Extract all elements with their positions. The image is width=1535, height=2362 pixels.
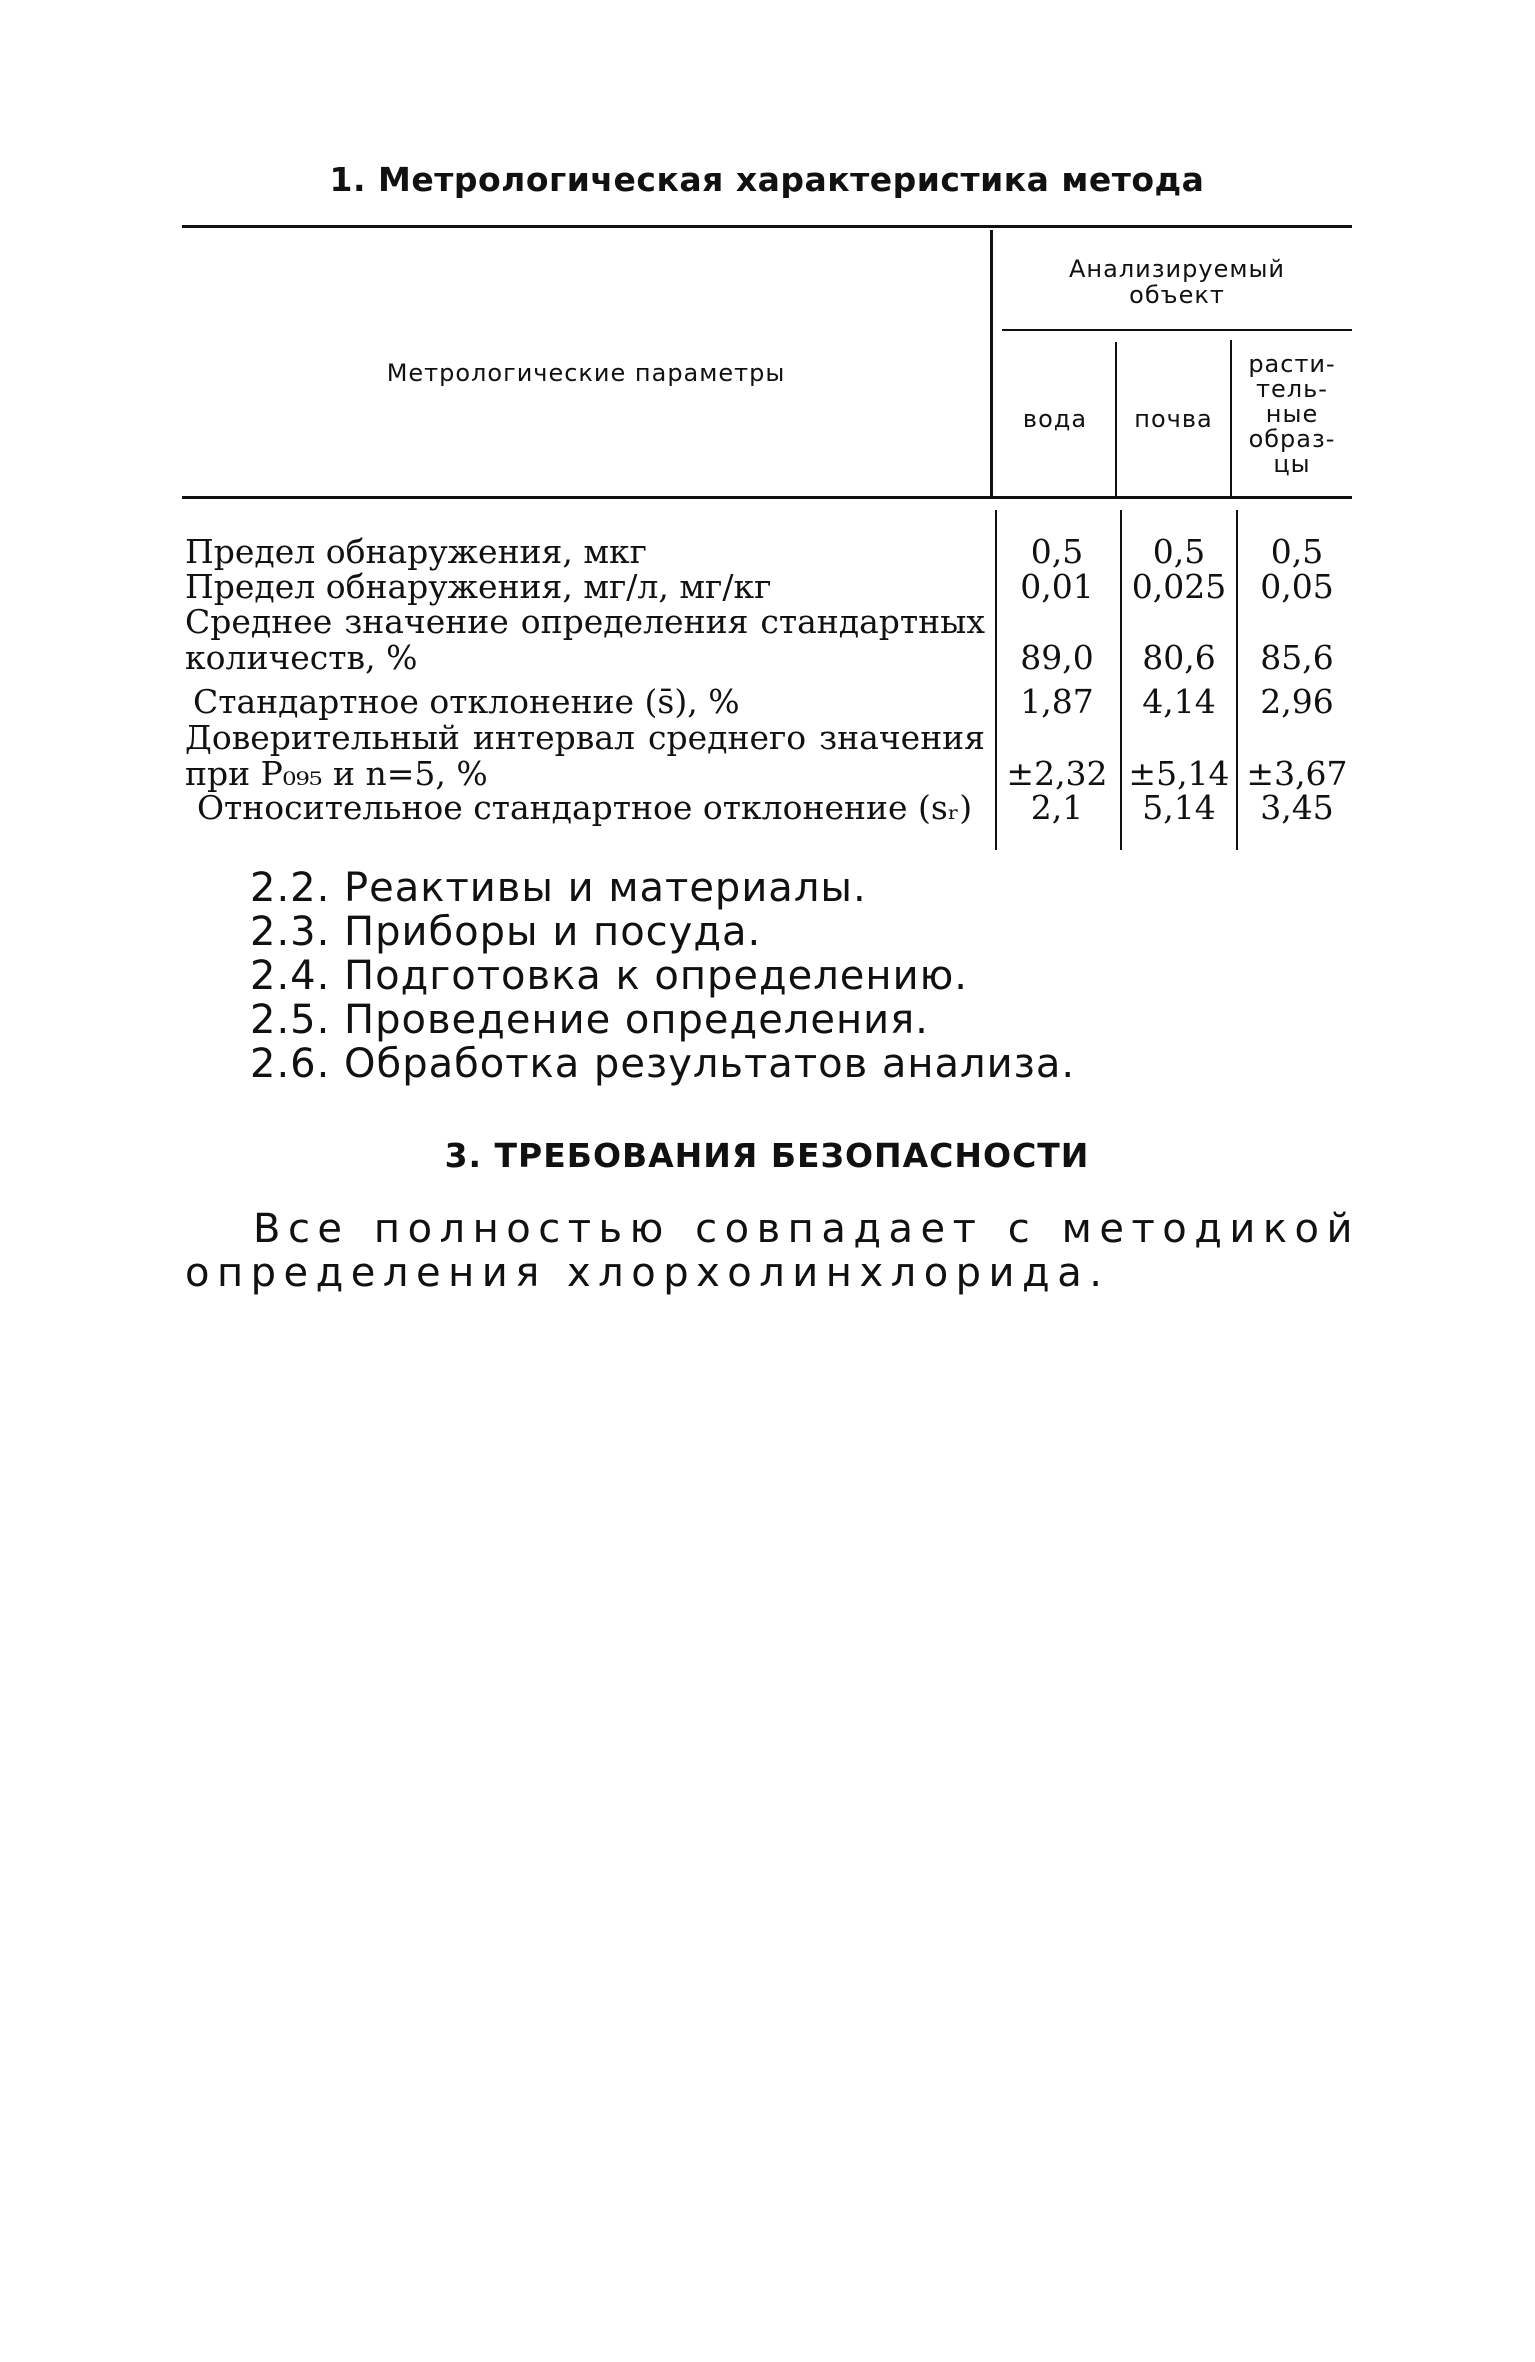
list-item: 2.4. Подготовка к определению.: [250, 953, 968, 999]
cell-water: 1,87: [1020, 682, 1094, 721]
col-header-plant: [1232, 352, 1352, 477]
section-title: 3. ТРЕБОВАНИЯ БЕЗОПАСНОСТИ: [444, 1136, 1090, 1175]
list-item: 2.3. Приборы и посуда.: [250, 909, 762, 955]
col-header-water: вода: [1022, 405, 1088, 433]
cell-soil: ±5,14: [1128, 754, 1230, 793]
row-label: [185, 720, 985, 792]
cell-water: 0,01: [1020, 567, 1094, 606]
header-divider-params: [990, 230, 993, 496]
cell-soil: 80,6: [1142, 638, 1216, 677]
col-header-soil: почва: [1134, 405, 1213, 433]
subsection-list: [250, 866, 1075, 1086]
cell-plant: 3,45: [1260, 788, 1334, 827]
row-label: Предел обнаружения, мкг: [185, 532, 647, 571]
paragraph-line: определения хлорхолинхлорида.: [185, 1250, 1110, 1296]
object-header-line1: Анализируемый: [1069, 255, 1285, 283]
row-label: Стандартное отклонение (s̄), %: [193, 682, 740, 721]
cell-soil: 0,5: [1152, 532, 1206, 571]
list-item: 2.2. Реактивы и материалы.: [250, 865, 867, 911]
header-bottom-rule: [182, 496, 1352, 499]
cell-plant: 2,96: [1260, 682, 1334, 721]
cell-plant: 85,6: [1260, 638, 1334, 677]
cell-water: 2,1: [1030, 788, 1084, 827]
col-header-plant-line: цы: [1273, 450, 1311, 478]
col-header-plant-line: расти-: [1248, 350, 1336, 378]
cell-plant: ±3,67: [1246, 754, 1348, 793]
cell-plant: 0,05: [1260, 567, 1334, 606]
table-top-rule: [182, 225, 1352, 228]
col-header-plant-line: образ-: [1248, 425, 1336, 453]
col-header-plant-line: тель-: [1256, 375, 1328, 403]
body-paragraph: [185, 1207, 1360, 1295]
row-label-line: количеств, %: [185, 638, 418, 677]
cell-water: ±2,32: [1006, 754, 1108, 793]
row-label-line: Доверительный интервал среднего значения: [185, 718, 985, 757]
object-header-line2: объект: [1129, 281, 1225, 309]
list-item: 2.5. Проведение определения.: [250, 997, 929, 1043]
cell-water: 89,0: [1020, 638, 1094, 677]
paragraph-line: Все полностью совпадает с методикой: [253, 1206, 1360, 1252]
col-header-plant-line: ные: [1265, 400, 1319, 428]
row-label-line: Среднее значение определения стандартных: [185, 602, 985, 641]
cell-soil: 0,025: [1131, 567, 1227, 606]
row-label: [185, 604, 985, 676]
cell-soil: 5,14: [1142, 788, 1216, 827]
object-header-rule: [1002, 329, 1352, 331]
row-label: Предел обнаружения, мг/л, мг/кг: [185, 567, 772, 606]
row-label-line: при P₀₉₅ и n=5, %: [185, 754, 488, 793]
cell-plant: 0,5: [1270, 532, 1324, 571]
table-title: 1. Метрологическая характеристика метода: [329, 160, 1205, 199]
row-label: Относительное стандартное отклонение (sᵣ): [197, 788, 973, 827]
param-header: Метрологические параметры: [386, 359, 786, 387]
object-header: [1002, 256, 1352, 308]
cell-water: 0,5: [1030, 532, 1084, 571]
list-item: 2.6. Обработка результатов анализа.: [250, 1041, 1076, 1087]
cell-soil: 4,14: [1142, 682, 1216, 721]
